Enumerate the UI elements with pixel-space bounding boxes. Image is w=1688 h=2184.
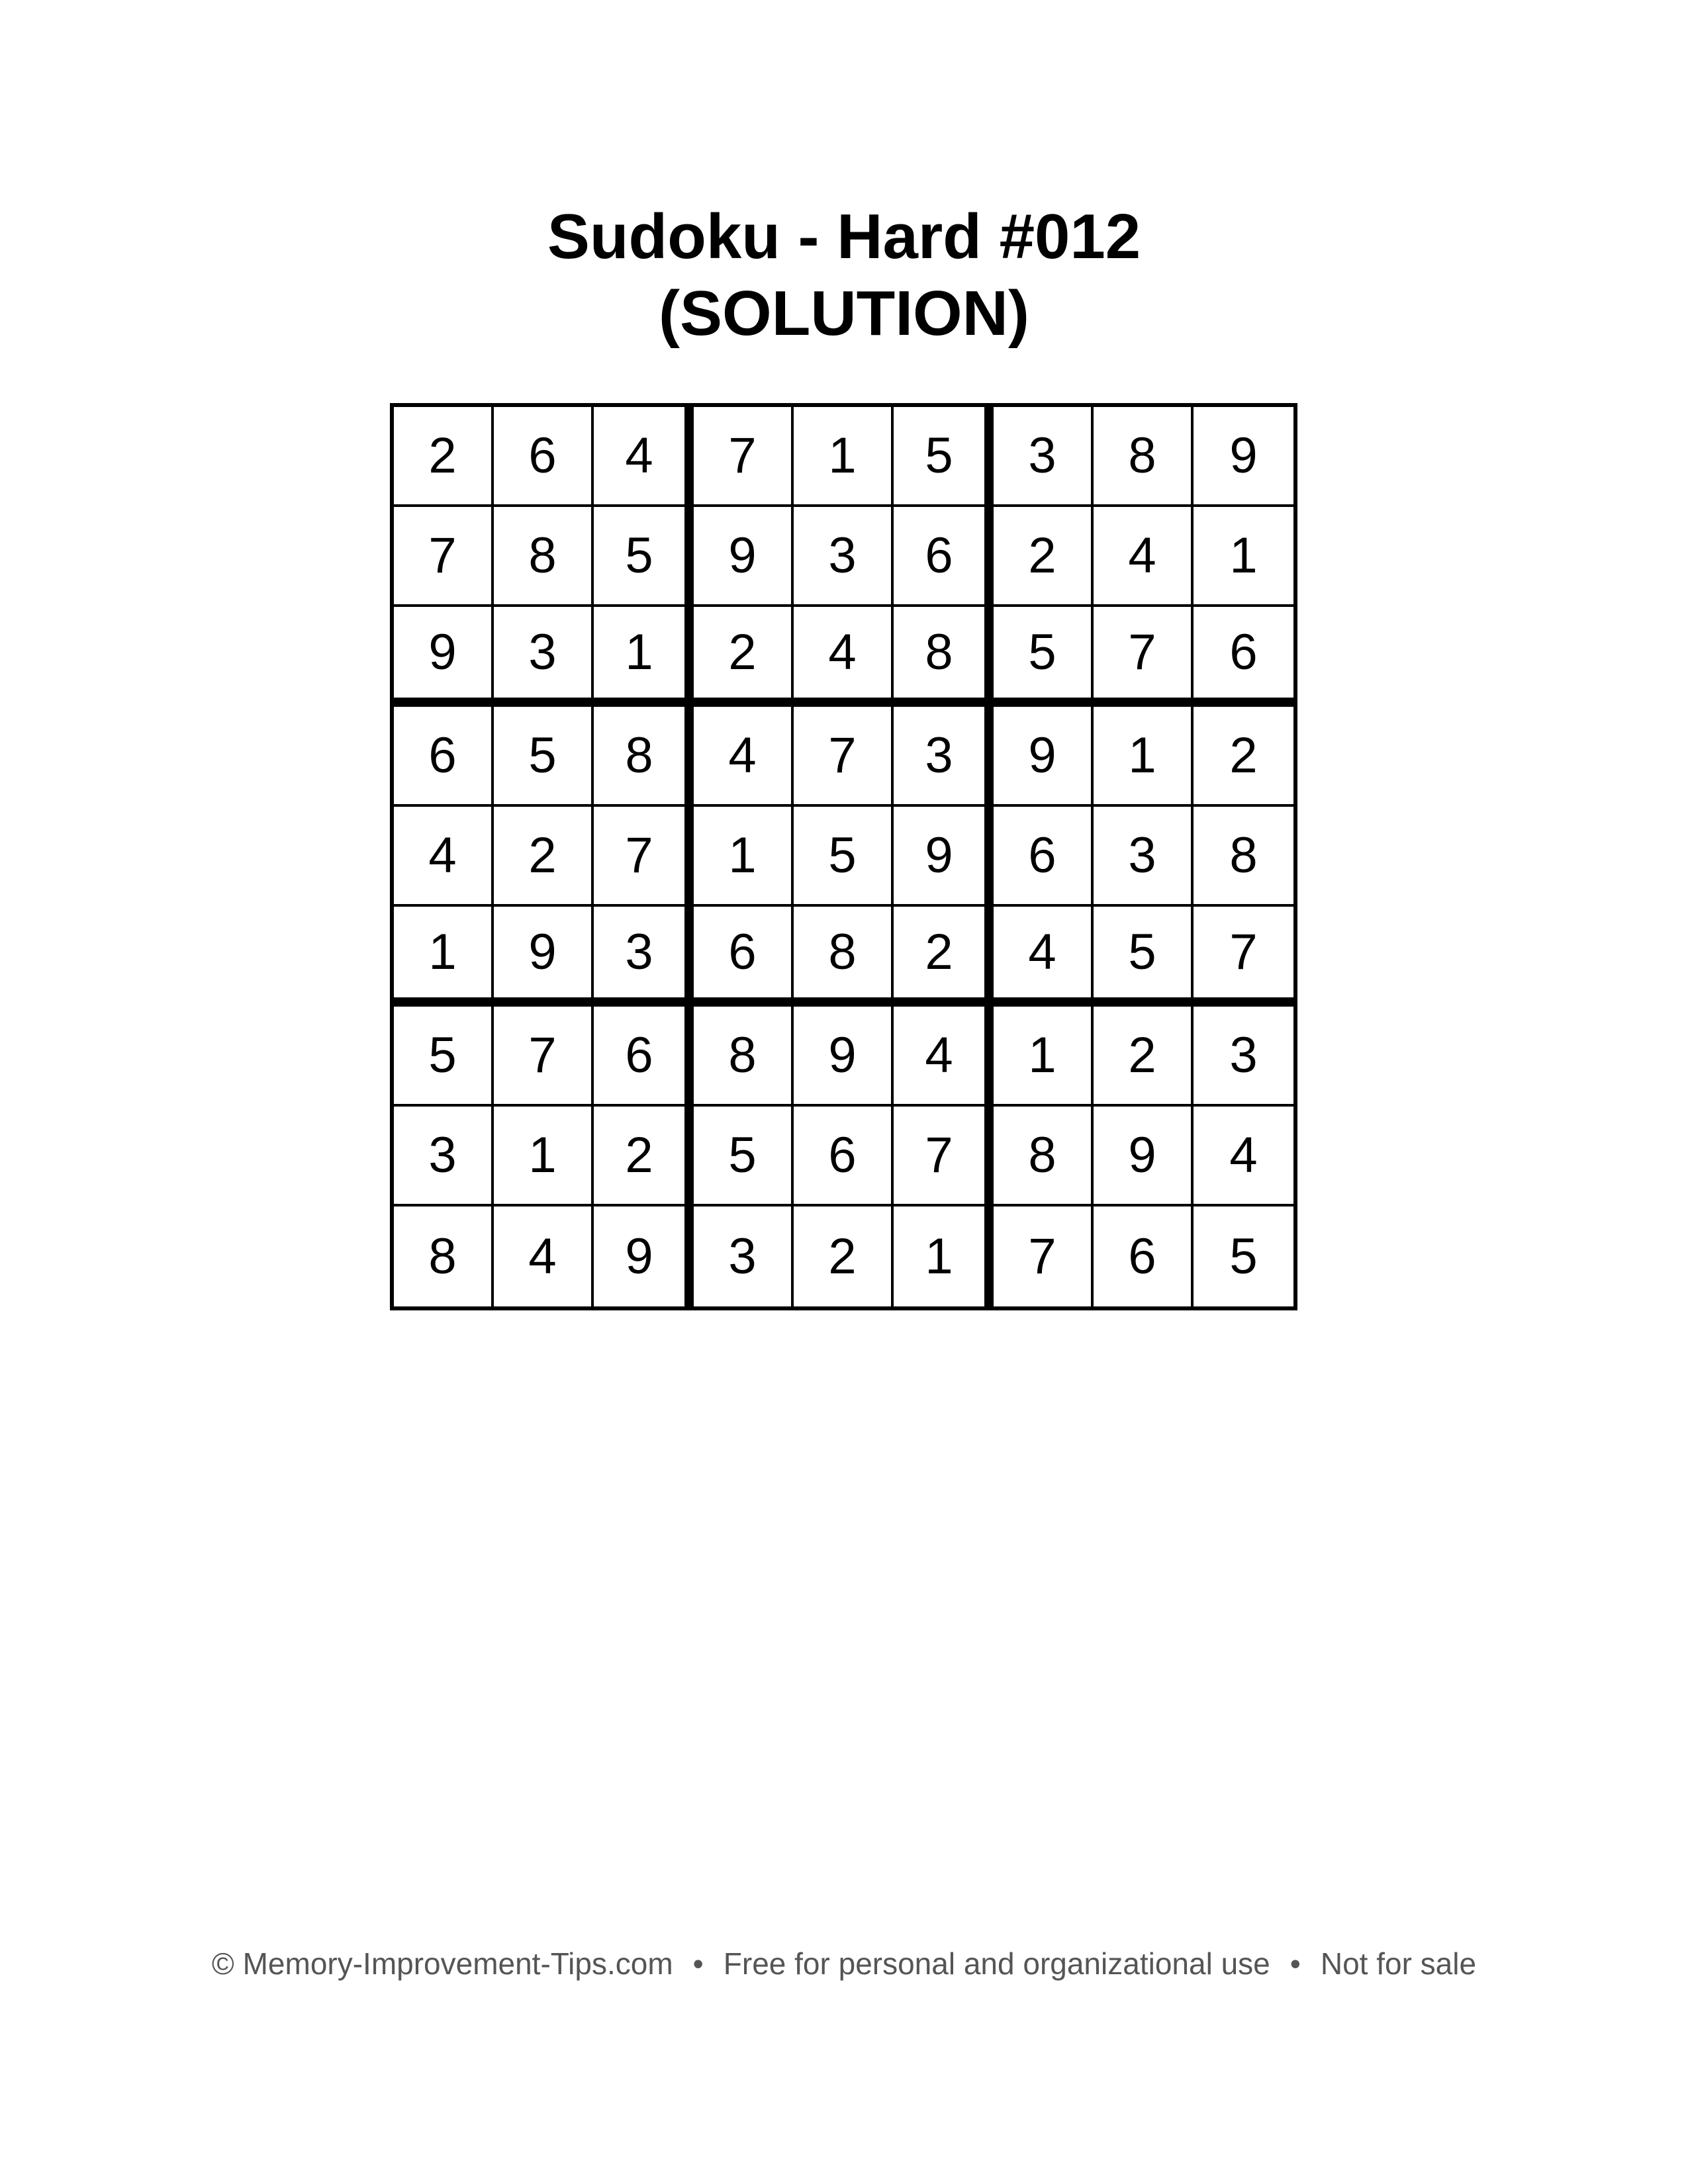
- grid-cell: 7: [794, 707, 894, 807]
- grid-cell: 1: [894, 1206, 994, 1306]
- footer-usage: Free for personal and organizational use: [723, 1946, 1270, 1981]
- grid-cell: 4: [994, 907, 1094, 1007]
- grid-cell: 7: [1194, 907, 1293, 1007]
- grid-cell: 6: [594, 1007, 694, 1107]
- grid-cell: 6: [1094, 1206, 1194, 1306]
- grid-cell: 8: [794, 907, 894, 1007]
- grid-cell: 6: [994, 807, 1094, 907]
- grid-cell: 4: [494, 1206, 594, 1306]
- grid-cell: 2: [1194, 707, 1293, 807]
- grid-cell: 2: [1094, 1007, 1194, 1107]
- grid-cell: 4: [594, 407, 694, 507]
- grid-cell: 9: [994, 707, 1094, 807]
- grid-cell: 7: [394, 507, 494, 607]
- grid-cell: 6: [894, 507, 994, 607]
- grid-cell: 8: [694, 1007, 794, 1107]
- grid-cell: 6: [794, 1107, 894, 1206]
- grid-cell: 7: [994, 1206, 1094, 1306]
- grid-cell: 4: [794, 607, 894, 707]
- grid-cell: 1: [694, 807, 794, 907]
- grid-cell: 5: [494, 707, 594, 807]
- grid-cell: 5: [1094, 907, 1194, 1007]
- title-line-1: Sudoku - Hard #012: [547, 201, 1141, 272]
- grid-cell: 8: [594, 707, 694, 807]
- grid-cell: 7: [694, 407, 794, 507]
- footer-sale: Not for sale: [1320, 1946, 1477, 1981]
- grid-cell: 3: [1194, 1007, 1293, 1107]
- grid-cell: 2: [994, 507, 1094, 607]
- title-line-2: (SOLUTION): [659, 278, 1029, 349]
- grid-cell: 3: [694, 1206, 794, 1306]
- grid-cell: 8: [1194, 807, 1293, 907]
- grid-cell: 2: [594, 1107, 694, 1206]
- grid-cell: 8: [1094, 407, 1194, 507]
- grid-cell: 1: [394, 907, 494, 1007]
- grid-cell: 9: [894, 807, 994, 907]
- grid-cell: 3: [1094, 807, 1194, 907]
- grid-cell: 9: [1194, 407, 1293, 507]
- grid-cell: 6: [1194, 607, 1293, 707]
- grid-cell: 7: [894, 1107, 994, 1206]
- grid-cell: 5: [394, 1007, 494, 1107]
- grid-cell: 5: [694, 1107, 794, 1206]
- footer-copyright: © Memory-Improvement-Tips.com: [211, 1946, 673, 1981]
- grid-cell: 6: [694, 907, 794, 1007]
- page-title: [0, 199, 1688, 352]
- grid-cell: 4: [694, 707, 794, 807]
- grid-cell: 9: [494, 907, 594, 1007]
- grid-cell: 8: [894, 607, 994, 707]
- grid-cell: 3: [794, 507, 894, 607]
- grid-cell: 6: [494, 407, 594, 507]
- grid-cell: 7: [594, 807, 694, 907]
- grid-cell: 8: [994, 1107, 1094, 1206]
- grid-cell: 1: [794, 407, 894, 507]
- grid-cell: 9: [694, 507, 794, 607]
- grid-cell: 3: [394, 1107, 494, 1206]
- grid-cell: 6: [394, 707, 494, 807]
- footer-separator-1: •: [692, 1946, 704, 1981]
- grid-cell: 4: [894, 1007, 994, 1107]
- grid-cell: 4: [1094, 507, 1194, 607]
- grid-cell: 3: [894, 707, 994, 807]
- grid-cell: 1: [494, 1107, 594, 1206]
- grid-cell: 2: [894, 907, 994, 1007]
- grid-cell: 5: [994, 607, 1094, 707]
- grid-cell: 5: [1229, 1228, 1258, 1285]
- grid-cell: 2: [394, 407, 494, 507]
- grid-cell: 1: [1094, 707, 1194, 807]
- sudoku-grid: [390, 403, 1297, 1310]
- grid-cell: 7: [1094, 607, 1194, 707]
- grid-cell: 4: [394, 807, 494, 907]
- grid-cell: 3: [594, 907, 694, 1007]
- grid-cell: 9: [594, 1206, 694, 1306]
- grid-cell: 2: [794, 1206, 894, 1306]
- footer: [0, 1946, 1688, 1981]
- grid-cell: 8: [494, 507, 594, 607]
- grid-cell: 1: [594, 607, 694, 707]
- grid-cell: 2: [494, 807, 594, 907]
- grid-cell: 9: [394, 607, 494, 707]
- grid-cell: 5: [594, 507, 694, 607]
- grid-cell: 1: [994, 1007, 1094, 1107]
- grid-cell: 4: [1194, 1107, 1293, 1206]
- grid-cell: 3: [994, 407, 1094, 507]
- grid-cell: 9: [1094, 1107, 1194, 1206]
- grid-cell: 9: [794, 1007, 894, 1107]
- grid-cell: 3: [494, 607, 594, 707]
- grid-cell: 8: [394, 1206, 494, 1306]
- footer-separator-2: •: [1289, 1946, 1301, 1981]
- grid-cell: 1: [1194, 507, 1293, 607]
- grid-cell: 5: [894, 407, 994, 507]
- grid-cell: 2: [694, 607, 794, 707]
- grid-cell: 7: [494, 1007, 594, 1107]
- grid-cell: 5: [794, 807, 894, 907]
